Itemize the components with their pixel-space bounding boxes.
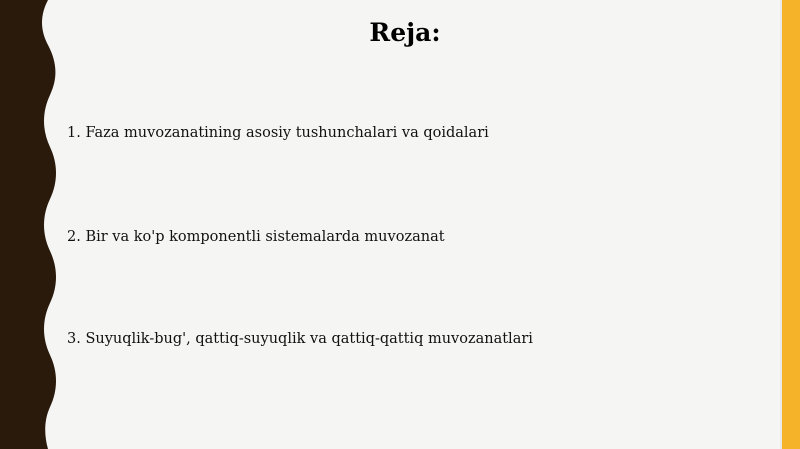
left-wavy-band — [0, 0, 70, 449]
plan-item-3: 3. Suyuqlik-bug', qattiq-suyuqlik va qattiq-qattiq muvozanatlari — [67, 331, 533, 347]
slide-title: Reja: — [369, 18, 441, 47]
right-accent-band — [782, 0, 800, 449]
plan-item-1: 1. Faza muvozanatining asosiy tushunchalari va qoidalari — [67, 125, 489, 141]
plan-item-2: 2. Bir va ko'p komponentli sistemalarda muvozanat — [67, 229, 445, 245]
